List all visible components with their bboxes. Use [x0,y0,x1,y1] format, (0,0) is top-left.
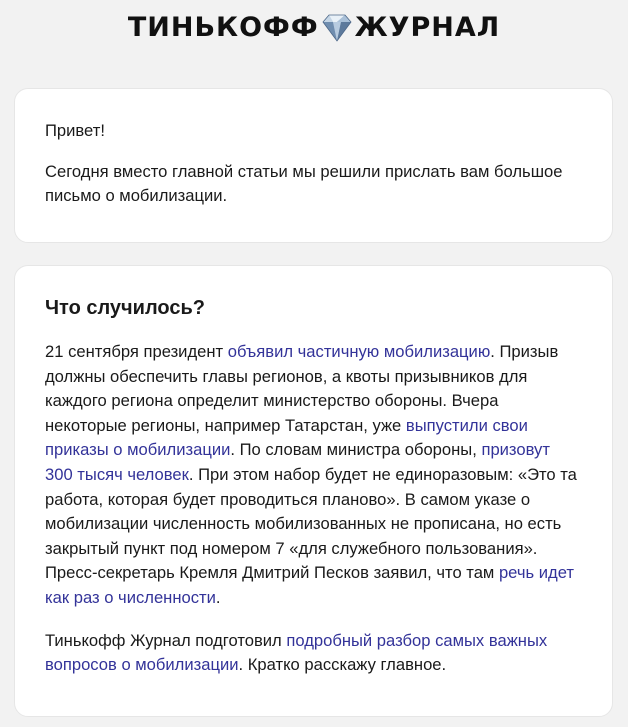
text-segment: . [215,587,221,607]
text-segment: . По словам министра обороны, [230,440,482,460]
link-about-numbers[interactable]: речь идет как раз о численности [45,563,574,607]
text-segment: Тинькофф Журнал подготовил [45,630,287,650]
link-detailed-guide[interactable]: подробный разбор самых важных вопросов о мобилизации [45,630,548,675]
intro-text: Сегодня вместо главной статьи мы решили прислать вам большое письмо о мобилизации. [45,161,563,206]
paragraph-what-happened [45,340,582,611]
header [0,0,628,88]
text-segment: 21 сентября президент [45,342,228,361]
text-segment: . Призыв должны обеспечить главы регионов, а квоты призывников для каждого региона определит министерство обороны. Вчера некоторые регионы, например Татарстан, уже [45,342,559,435]
logo-text-left: ТИНЬКОФФ [127,12,319,43]
link-300k-people[interactable]: призовут 300 тысяч человек [45,440,550,484]
intro-card [14,88,613,243]
paragraph-summary [45,629,582,678]
logo[interactable] [128,10,500,46]
link-regional-orders[interactable]: выпустили свои приказы о мобилизации [45,415,528,460]
diamond-icon [317,12,357,44]
link-mobilization-announced[interactable]: объявил частичную мобилизацию [227,342,491,361]
text-segment: . Кратко расскажу главное. [238,655,447,675]
logo-text-right: ЖУРНАЛ [354,12,501,43]
greeting: Привет! [45,121,105,140]
article-card [14,265,613,717]
section-title: Что случилось? [45,297,205,319]
text-segment: . При этом набор будет не единоразовым: «Это та работа, которая будет проводиться планово». В самом указе о мобилизации численность мобилизованных не прописана, но есть закрытый пункт под номером 7 «для служебного пользования». Пресс-секретарь Кремля Дмитрий Песков заявил, что там [45,464,577,583]
